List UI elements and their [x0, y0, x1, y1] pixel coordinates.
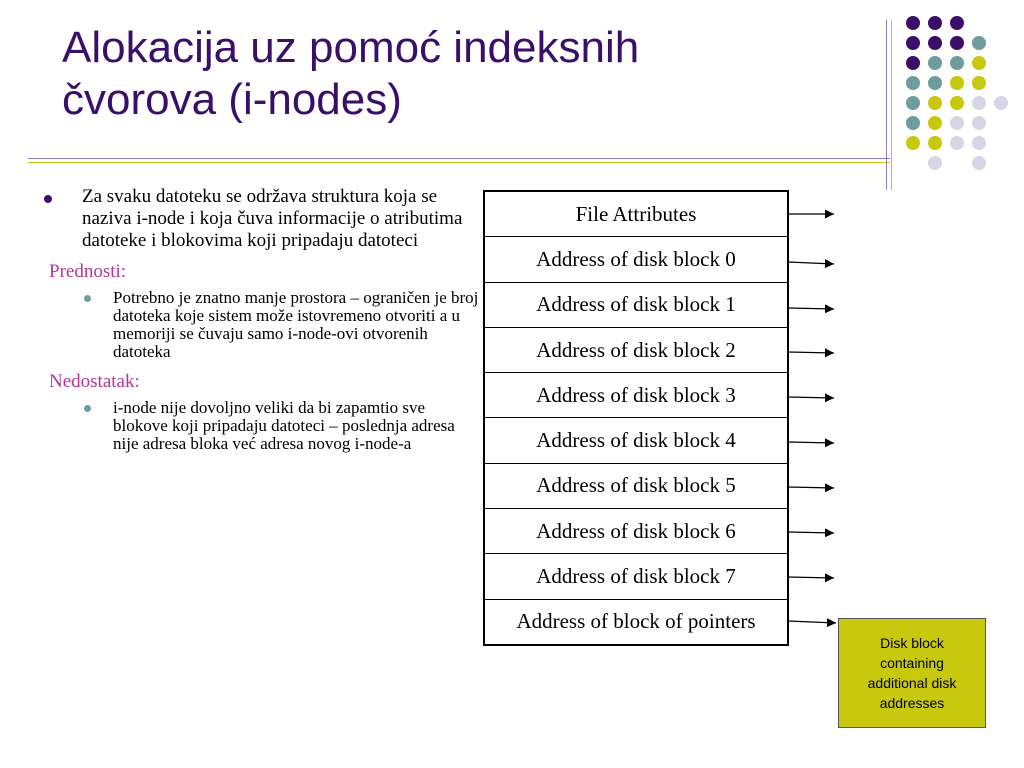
title-line-1: Alokacija uz pomoć indeksnih [62, 23, 640, 72]
arrow-block-7 [788, 577, 834, 578]
inode-row-block-2: Address of disk block 2 [485, 328, 787, 373]
arrow-pointer-block [788, 621, 836, 623]
title-line-2: čvorova (i-nodes) [62, 75, 402, 124]
disadvantage-text: i-node nije dovoljno veliki da bi zapamtio sve blokove koji pripadaju datoteci – poslednja adresa nije adresa bloka već adresa novog i-node-a [113, 398, 455, 453]
inode-row-attributes: File Attributes [485, 192, 787, 237]
main-bullet-text: Za svaku datoteku se održava struktura koja se naziva i-node i koja čuva informacije o atributima datoteke i blokovima koji pripadaju datoteci [82, 186, 463, 251]
arrow-block-6 [788, 532, 834, 533]
inode-row-block-5: Address of disk block 5 [485, 464, 787, 509]
inode-row-block-3: Address of disk block 3 [485, 373, 787, 418]
inode-row-pointer-block: Address of block of pointers [516, 609, 756, 634]
inode-row-block-1: Address of disk block 1 [485, 283, 787, 328]
arrow-block-2 [788, 352, 834, 353]
disadvantage-label: Nedostatak: [49, 371, 140, 392]
inode-row-block-0: Address of disk block 0 [485, 237, 787, 282]
arrow-block-4 [788, 442, 834, 443]
additional-disk-block-box [838, 618, 986, 728]
arrow-block-0 [788, 262, 834, 264]
inode-row-block-7: Address of disk block 7 [485, 554, 787, 599]
inode-row-block-6: Address of disk block 6 [485, 509, 787, 554]
arrow-block-3 [788, 397, 834, 398]
inode-row-block-4: Address of disk block 4 [485, 418, 787, 463]
arrow-block-1 [788, 308, 834, 309]
arrow-block-5 [788, 487, 834, 488]
disk-box-label: Disk block containing additional disk addresses [867, 635, 957, 711]
advantages-label: Prednosti: [49, 261, 127, 282]
advantage-text: Potrebno je znatno manje prostora – ograničen je broj datoteka koje sistem može istovremeno otvoriti a u memoriji se čuvaju samo i-node-ovi otvorenih datoteka [113, 288, 479, 361]
